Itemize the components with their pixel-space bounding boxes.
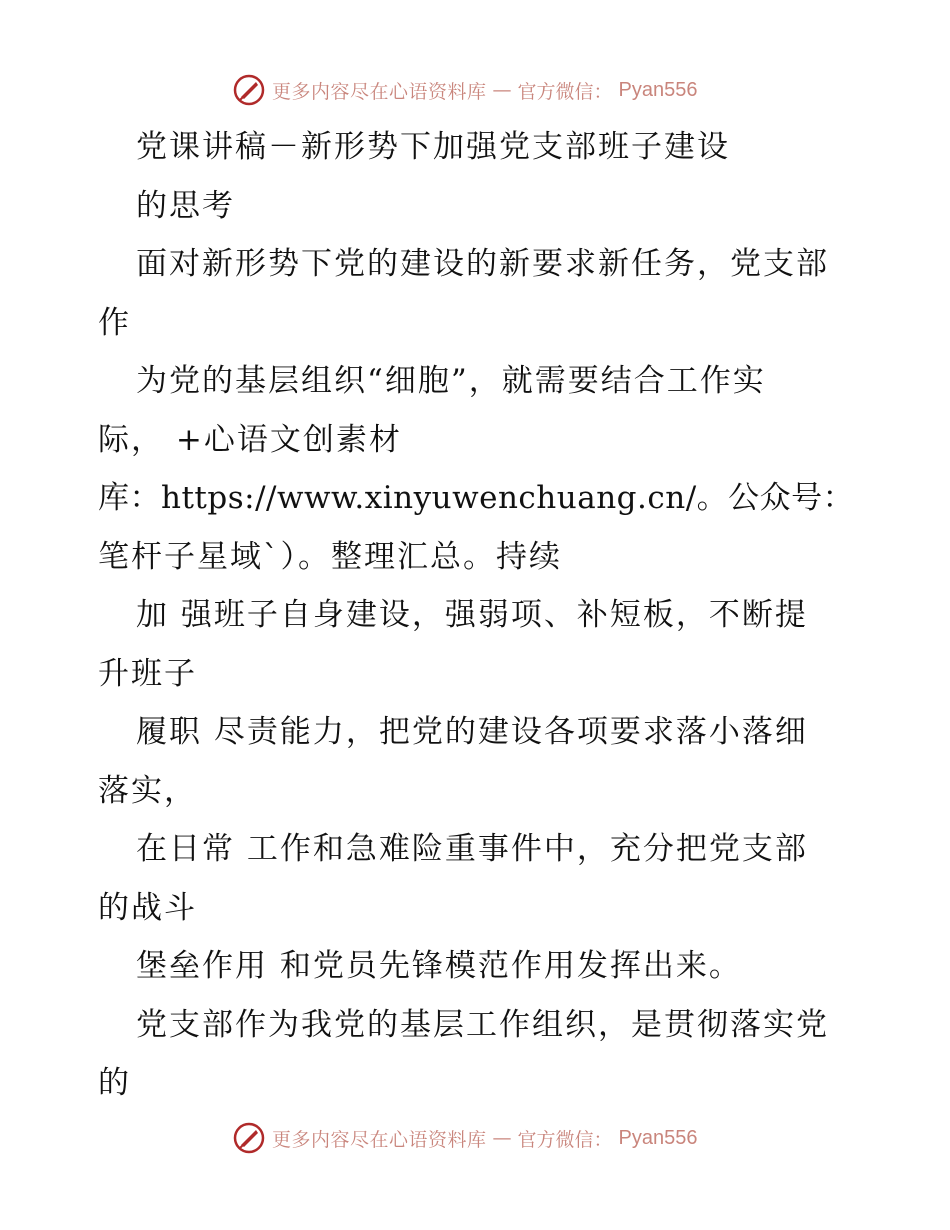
- quill-logo-icon: [232, 73, 266, 107]
- paragraph-line: 笔杆子星域`）。整理汇总。持续: [98, 538, 562, 575]
- footer-banner: [232, 1121, 698, 1155]
- wechat-id: Pyan556: [618, 1126, 698, 1149]
- paragraph-line: 面对新形势下党的建设的新要求新任务，党支部: [136, 246, 829, 282]
- wechat-label: 官方微信：: [517, 1128, 613, 1151]
- paragraph-line: 的战斗: [98, 889, 197, 926]
- paragraph-line: 的: [98, 1065, 131, 1101]
- paragraph-line: 堡垒作用 和党员先锋模范作用发挥出来。: [136, 948, 742, 984]
- paragraph-line: 履职 尽责能力，把党的建设各项要求落小落细: [136, 714, 808, 750]
- wechat-label: 官方微信：: [517, 80, 613, 103]
- paragraph-line: 在日常 工作和急难险重事件中，充分把党支部: [136, 831, 808, 867]
- title-line-2: 的思考: [136, 187, 235, 224]
- banner-separator: —: [492, 79, 512, 101]
- paragraph-line: 升班子: [98, 655, 197, 692]
- wechat-id: Pyan556: [618, 78, 698, 101]
- paragraph-line: 党支部作为我党的基层工作组织，是贯彻落实党: [136, 1006, 829, 1043]
- paragraph-line: 作: [98, 304, 131, 341]
- paragraph-line: 际， +心语文创素材: [98, 421, 402, 458]
- banner-separator: —: [492, 1127, 512, 1149]
- paragraph-line-url: 库：https://www.xinyuwenchuang.cn/。公众号：: [98, 480, 855, 516]
- quill-logo-icon: [232, 1121, 266, 1155]
- banner-label: 更多内容尽在心语资料库: [272, 1128, 487, 1151]
- title-line-1: 党课讲稿－新形势下加强党支部班子建设: [136, 129, 730, 165]
- paragraph-line: 加 强班子自身建设，强弱项、补短板，不断提: [136, 597, 808, 633]
- paragraph-line: 为党的基层组织“细胞”，就需要结合工作实: [136, 363, 766, 399]
- banner-label: 更多内容尽在心语资料库: [272, 80, 487, 103]
- header-banner: [232, 73, 698, 107]
- document-body: [98, 118, 858, 1113]
- paragraph-line: 落实，: [98, 772, 197, 809]
